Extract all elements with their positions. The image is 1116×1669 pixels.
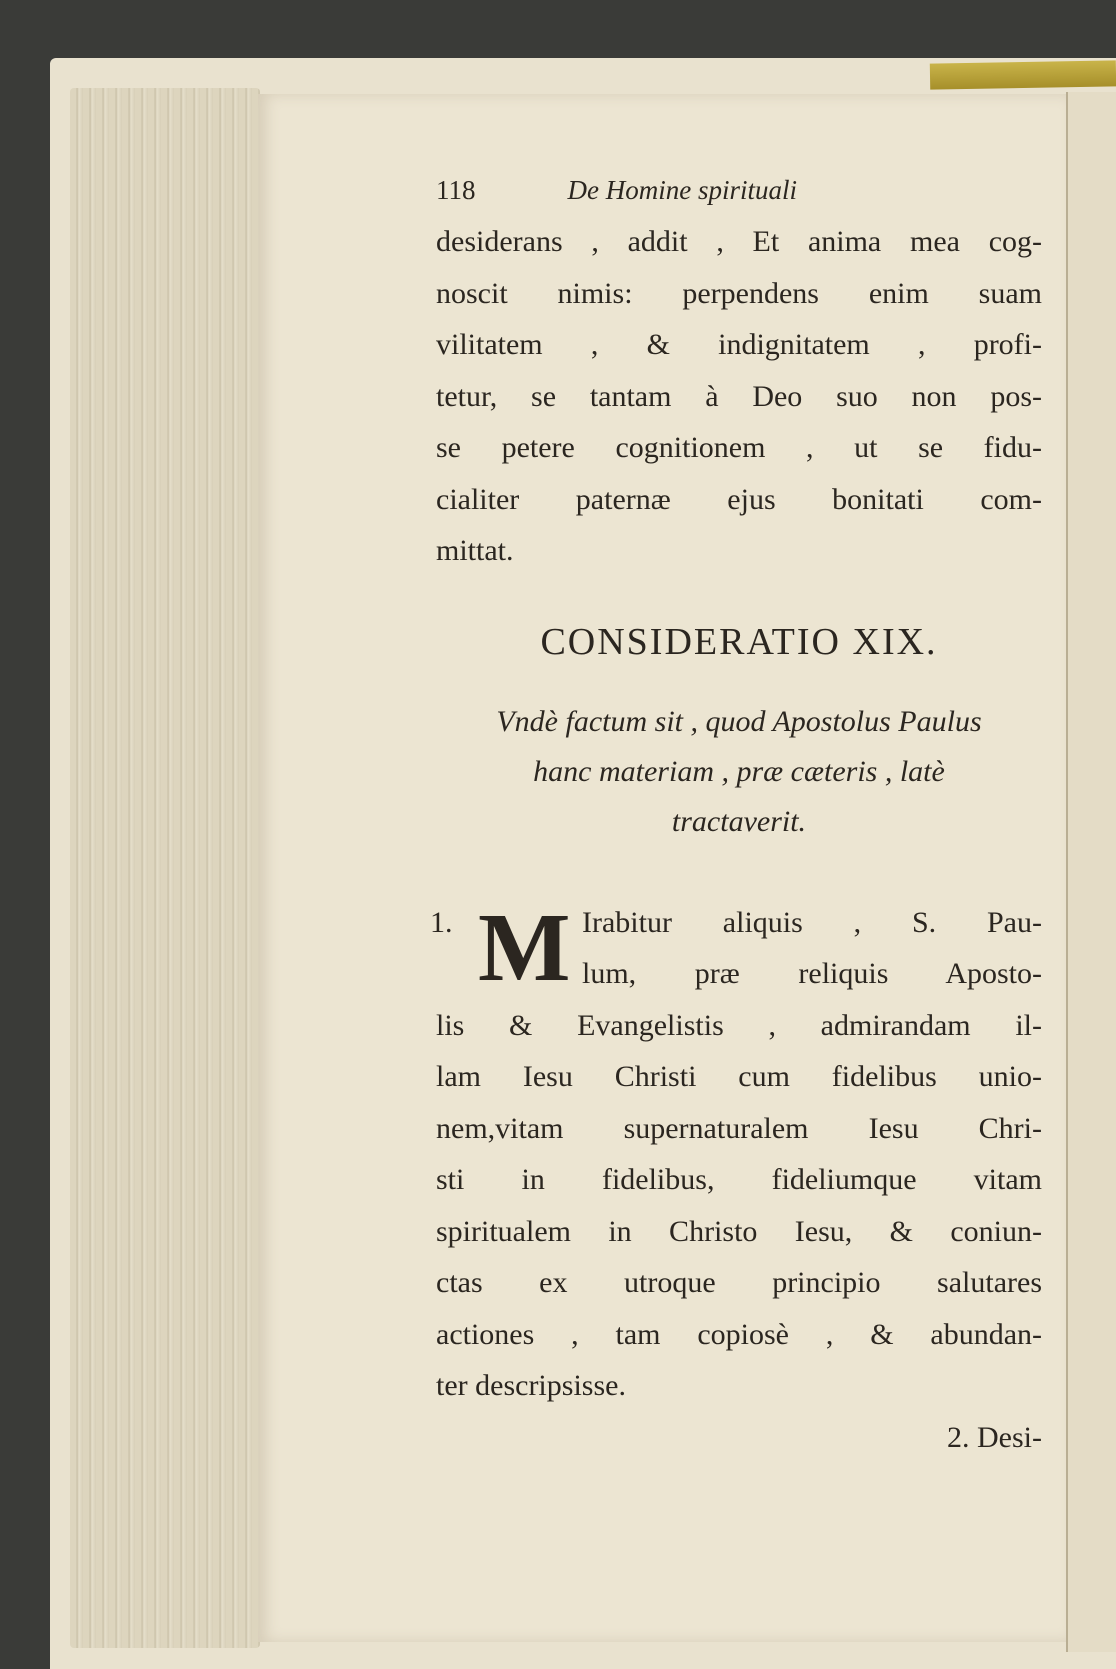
drop-cap: M — [478, 893, 571, 1002]
text-line: lam Iesu Christi cum fidelibus unio- — [436, 1060, 1042, 1093]
text-line: se petere cognitionem , ut se fidu- — [436, 431, 1042, 464]
running-head — [436, 170, 1042, 210]
text-line: ctas ex utroque principio salutares — [436, 1266, 1042, 1299]
bookmark-ribbon — [930, 60, 1116, 89]
text-line: spiritualem in Christo Iesu, & coniun- — [436, 1214, 1042, 1248]
text-line: nem,vitam supernaturalem Iesu Chri- — [436, 1111, 1042, 1145]
facing-page-edge — [1066, 92, 1116, 1652]
top-paragraph — [436, 216, 1042, 577]
subtitle-line: tractaverit. — [671, 804, 807, 838]
text-line: vilitatem , & indignitatem , profi- — [436, 328, 1042, 361]
page-edges — [70, 88, 260, 1648]
text-line: ter descripsisse. — [436, 1369, 626, 1402]
text-line: Irabitur aliquis , S. Pau- — [582, 905, 1042, 939]
subtitle-line: hanc materiam , præ cæteris , latè — [533, 754, 945, 788]
numbered-paragraph — [430, 893, 1042, 1412]
text-line: lis & Evangelistis , admirandam il- — [436, 1008, 1042, 1042]
text-line: sti in fidelibus, fideliumque vitam — [436, 1163, 1042, 1196]
text-line: mittat. — [436, 534, 514, 567]
text-line: cialiter paternæ ejus bonitati com- — [436, 482, 1042, 516]
catchword: 2. Desi- — [947, 1420, 1042, 1454]
text-line: lum, præ reliquis Aposto- — [582, 957, 1042, 990]
paragraph-number: 1. — [430, 905, 453, 939]
page-text — [430, 170, 1042, 1463]
subtitle-line: Vndè factum sit , quod Apostolus Paulus — [496, 704, 982, 738]
running-title: De Homine spirituali — [567, 175, 797, 205]
page-number: 118 — [436, 175, 476, 205]
text-line: desiderans , addit , Et anima mea cog- — [436, 225, 1042, 258]
section-subtitle — [436, 697, 1042, 847]
section-heading: CONSIDERATIO XIX. — [540, 620, 938, 663]
text-line: noscit nimis: perpendens enim suam — [436, 276, 1042, 310]
text-line: tetur, se tantam à Deo suo non pos- — [436, 379, 1042, 413]
text-line: actiones , tam copiosè , & abundan- — [436, 1317, 1042, 1351]
